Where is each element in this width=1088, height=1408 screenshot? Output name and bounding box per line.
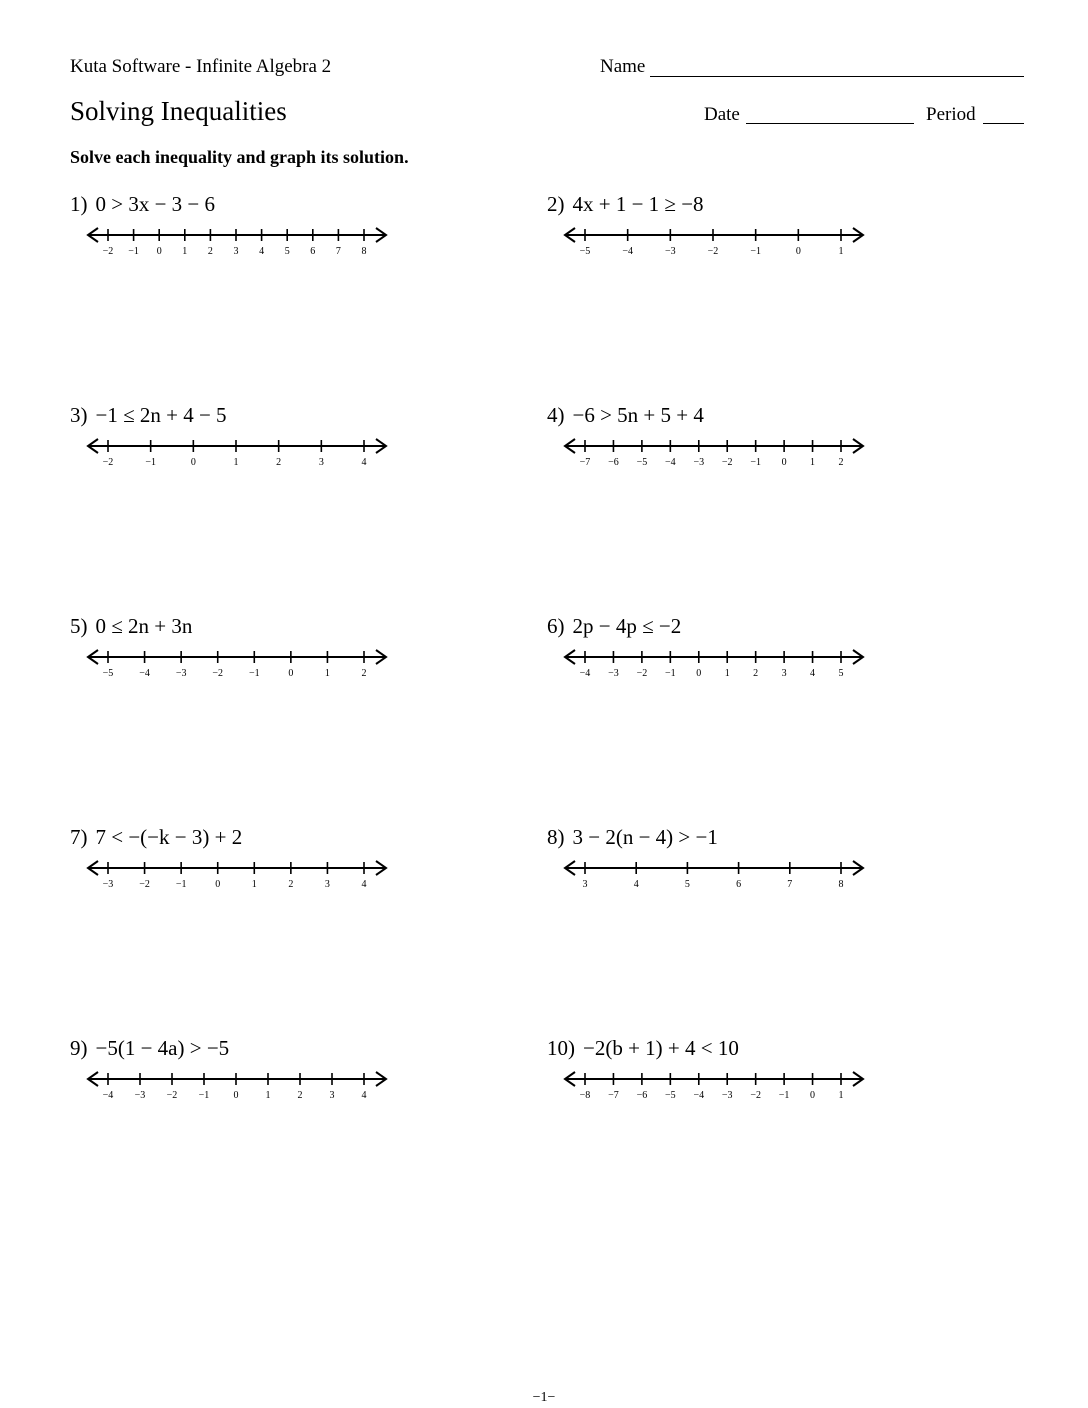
tick-label: 5 (284, 246, 290, 257)
tick-label: −3 (665, 246, 676, 257)
tick-label: 4 (810, 668, 816, 679)
tick-label: −3 (693, 457, 705, 468)
tick-label: −5 (665, 1090, 676, 1101)
tick-label: 3 (318, 457, 324, 468)
number-line[interactable] (86, 855, 388, 891)
tick-label: 1 (324, 668, 330, 679)
tick-label: −7 (608, 1090, 619, 1101)
inequality-expression: 4x + 1 − 1 ≥ −8 (572, 192, 704, 216)
problem-number: 1) (70, 192, 88, 216)
tick-label: 1 (265, 1090, 271, 1101)
problem-9 (70, 1036, 490, 1126)
tick-label: 5 (684, 879, 690, 890)
problem-equation (70, 192, 215, 217)
tick-label: −2 (721, 457, 733, 468)
tick-label: 1 (182, 246, 188, 257)
tick-label: 1 (233, 457, 239, 468)
problem-number: 4) (547, 403, 565, 427)
tick-label: 2 (297, 1090, 303, 1101)
tick-label: −2 (636, 668, 648, 679)
name-field[interactable] (650, 76, 1024, 77)
tick-label: 0 (233, 1090, 239, 1101)
tick-label: −3 (175, 668, 187, 679)
tick-label: −1 (248, 668, 260, 679)
period-field[interactable] (983, 123, 1024, 124)
tick-label: 1 (251, 879, 257, 890)
tick-label: −1 (145, 457, 156, 468)
tick-label: 5 (838, 668, 844, 679)
tick-label: −2 (102, 457, 114, 468)
tick-label: 2 (361, 668, 367, 679)
problem-number: 10) (547, 1036, 575, 1060)
tick-label: −4 (693, 1090, 705, 1101)
inequality-expression: 3 − 2(n − 4) > −1 (572, 825, 718, 849)
number-line[interactable] (86, 1066, 388, 1102)
number-line[interactable] (563, 1066, 865, 1102)
tick-label: 1 (724, 668, 730, 679)
tick-label: 1 (838, 246, 844, 257)
tick-label: −1 (175, 879, 187, 890)
tick-label: 0 (810, 1090, 816, 1101)
problem-equation (547, 614, 681, 639)
tick-label: 3 (781, 668, 787, 679)
tick-label: −3 (102, 879, 114, 890)
instructions: Solve each inequality and graph its solution. (70, 147, 409, 167)
problem-1 (70, 192, 490, 282)
tick-label: −2 (166, 1090, 178, 1101)
problem-equation (70, 614, 192, 639)
problem-number: 3) (70, 403, 88, 427)
tick-label: −8 (579, 1090, 591, 1101)
tick-label: −2 (707, 246, 719, 257)
inequality-expression: −2(b + 1) + 4 < 10 (583, 1036, 739, 1060)
tick-label: 6 (736, 879, 742, 890)
number-line[interactable] (86, 222, 388, 258)
tick-label: 3 (329, 1090, 335, 1101)
problem-10 (547, 1036, 967, 1126)
tick-label: −3 (134, 1090, 146, 1101)
tick-label: 4 (361, 879, 367, 890)
date-label: Date (704, 104, 740, 125)
tick-label: 2 (207, 246, 213, 257)
number-line[interactable] (563, 433, 865, 469)
number-line[interactable] (563, 222, 865, 258)
tick-label: −2 (102, 246, 114, 257)
tick-label: −2 (750, 1090, 761, 1101)
inequality-expression: −6 > 5n + 5 + 4 (572, 403, 704, 427)
tick-label: 0 (795, 246, 801, 257)
problem-number: 8) (547, 825, 565, 849)
tick-label: 0 (696, 668, 702, 679)
tick-label: 3 (582, 879, 588, 890)
tick-label: 6 (310, 246, 316, 257)
page-number: −1− (532, 1390, 556, 1405)
tick-label: 1 (810, 457, 816, 468)
tick-label: −1 (778, 1090, 790, 1101)
tick-label: 0 (215, 879, 221, 890)
problem-8 (547, 825, 967, 915)
tick-label: −5 (102, 668, 114, 679)
tick-label: 2 (288, 879, 294, 890)
problem-number: 2) (547, 192, 565, 216)
tick-label: 4 (361, 1090, 367, 1101)
date-field[interactable] (746, 123, 914, 124)
tick-label: 0 (781, 457, 787, 468)
problem-3 (70, 403, 490, 493)
tick-label: 1 (838, 1090, 844, 1101)
problem-number: 5) (70, 614, 88, 638)
number-line[interactable] (86, 433, 388, 469)
tick-label: −2 (139, 879, 150, 890)
tick-label: 7 (787, 879, 793, 890)
tick-label: −4 (139, 668, 150, 679)
tick-label: 4 (633, 879, 639, 890)
tick-label: −1 (750, 246, 761, 257)
tick-label: −2 (212, 668, 224, 679)
tick-label: 0 (190, 457, 196, 468)
tick-label: −6 (608, 457, 619, 468)
page-title: Solving Inequalities (70, 96, 287, 126)
problem-2 (547, 192, 967, 282)
problem-equation (547, 192, 704, 217)
tick-label: −4 (622, 246, 633, 257)
inequality-expression: 0 ≤ 2n + 3n (95, 614, 193, 638)
problem-equation (70, 825, 242, 850)
tick-label: 4 (259, 246, 265, 257)
tick-label: −4 (579, 668, 591, 679)
publisher-line: Kuta Software - Infinite Algebra 2 (70, 56, 332, 77)
number-line[interactable] (86, 644, 388, 680)
problem-4 (547, 403, 967, 493)
inequality-expression: −1 ≤ 2n + 4 − 5 (95, 403, 227, 427)
tick-label: −3 (608, 668, 619, 679)
problem-number: 6) (547, 614, 565, 638)
inequality-expression: 2p − 4p ≤ −2 (572, 614, 682, 638)
tick-label: 0 (288, 668, 294, 679)
tick-label: 8 (361, 246, 367, 257)
tick-label: 4 (361, 457, 367, 468)
tick-label: −1 (198, 1090, 210, 1101)
tick-label: 3 (324, 879, 330, 890)
name-label: Name (600, 56, 646, 77)
tick-label: −4 (102, 1090, 114, 1101)
inequality-expression: 0 > 3x − 3 − 6 (95, 192, 216, 216)
inequality-expression: −5(1 − 4a) > −5 (95, 1036, 230, 1060)
tick-label: 2 (838, 457, 844, 468)
tick-label: 7 (335, 246, 341, 257)
problem-equation (70, 403, 227, 428)
tick-label: −6 (636, 1090, 648, 1101)
problem-5 (70, 614, 490, 704)
problem-equation (547, 1036, 739, 1061)
tick-label: −5 (579, 246, 591, 257)
tick-label: −1 (665, 668, 676, 679)
problem-number: 7) (70, 825, 88, 849)
tick-label: −3 (721, 1090, 733, 1101)
problem-6 (547, 614, 967, 704)
tick-label: −4 (665, 457, 676, 468)
tick-label: 2 (753, 668, 759, 679)
inequality-expression: 7 < −(−k − 3) + 2 (95, 825, 243, 849)
problem-equation (547, 825, 718, 850)
tick-label: 8 (838, 879, 844, 890)
problem-equation (547, 403, 704, 428)
period-label: Period (926, 104, 976, 125)
tick-label: −5 (636, 457, 648, 468)
problem-equation (70, 1036, 229, 1061)
tick-label: 3 (233, 246, 239, 257)
tick-label: −1 (750, 457, 761, 468)
problem-number: 9) (70, 1036, 88, 1060)
tick-label: 0 (156, 246, 162, 257)
problem-7 (70, 825, 490, 915)
number-line[interactable] (563, 644, 865, 680)
tick-label: 2 (276, 457, 282, 468)
tick-label: −7 (579, 457, 591, 468)
number-line[interactable] (563, 855, 865, 891)
tick-label: −1 (128, 246, 139, 257)
